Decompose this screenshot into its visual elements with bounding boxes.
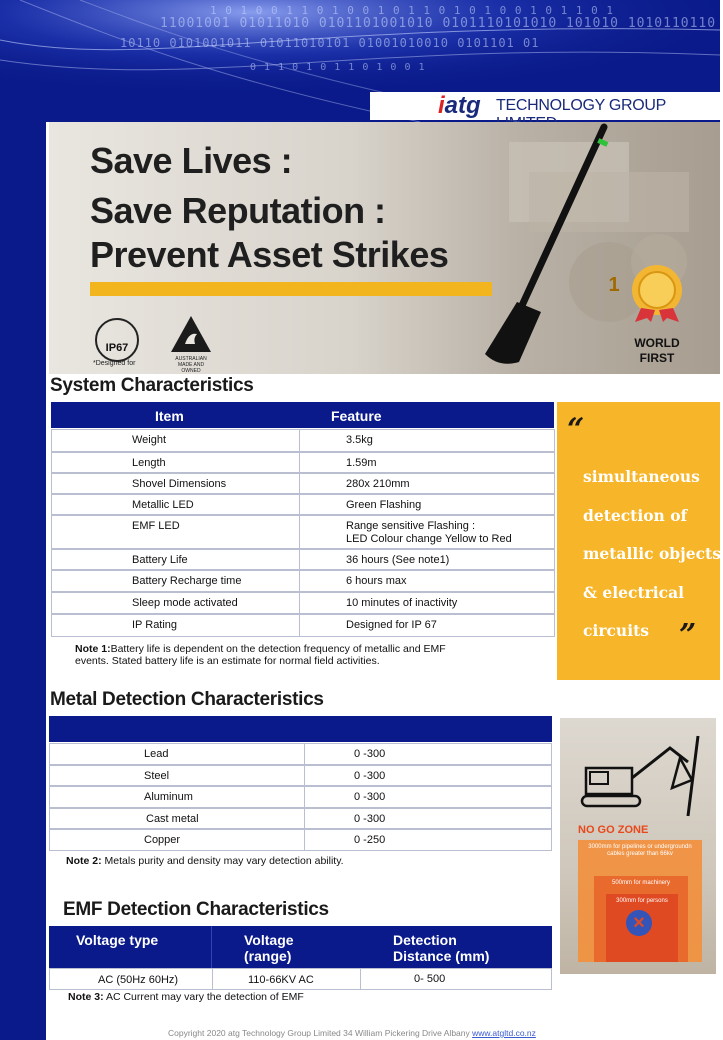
kangaroo-icon — [169, 314, 213, 354]
company-logo: iatg — [438, 92, 481, 119]
open-quote-icon: “ — [567, 412, 585, 447]
metal-name-cell: Lead — [144, 748, 169, 760]
footer-copyright: Copyright 2020 atg Technology Group Limited 34 William Pickering Drive Albany www.atgltd.co.nz — [168, 1028, 536, 1038]
item-cell: Weight — [132, 434, 167, 446]
hero-banner — [49, 122, 720, 374]
feature-cell: 1.59m — [346, 457, 377, 469]
system-table-row — [51, 494, 555, 515]
feature-cell: Range sensitive Flashing : — [346, 520, 476, 532]
feature-cell: 280x 210mm — [346, 478, 410, 490]
medal-icon — [627, 262, 687, 322]
binary-text: 10110 0101001011 01011010101 01001010010 0101101 01 — [120, 36, 540, 50]
note-2: Note 2: Metals purity and density may vary detection ability. — [66, 855, 344, 867]
header-band — [0, 0, 720, 122]
metal-table-row — [49, 829, 552, 851]
no-go-zone-diagram — [560, 718, 716, 974]
header-detection: Detection — [393, 932, 457, 948]
item-cell: Sleep mode activated — [132, 597, 238, 609]
binary-text: 11001001 01011010 0101101001010 0101110101010 101010 1010110110 — [160, 16, 717, 31]
system-table-header — [51, 402, 554, 428]
metal-table-row — [49, 765, 552, 787]
system-table-row — [51, 473, 555, 494]
metal-range-cell: 0 -300 — [354, 812, 386, 825]
headline-line-1: Save Lives : — [90, 140, 293, 181]
header-voltage-type: Voltage type — [76, 932, 159, 948]
metal-section-title: Metal Detection Characteristics — [50, 689, 324, 710]
emf-table-header — [49, 926, 552, 968]
feature-cell: 6 hours max — [346, 575, 407, 587]
feature-cell-line-2: LED Colour change Yellow to Red — [346, 533, 512, 545]
world-first-label: WORLD FIRST — [634, 336, 680, 365]
metal-name-cell: Cast metal — [146, 812, 199, 825]
company-name: TECHNOLOGY GROUP — [496, 97, 666, 114]
system-table-row — [51, 452, 555, 473]
header-voltage: Voltage — [244, 932, 294, 948]
metal-range-cell: 0 -300 — [354, 748, 386, 760]
system-table-row — [51, 592, 555, 614]
item-cell: Battery Life — [132, 554, 188, 566]
headline-underline — [90, 282, 492, 296]
ip67-badge: IP67 — [95, 318, 139, 362]
headline-line-3: Prevent Asset Strikes — [90, 234, 449, 275]
header-distance: Distance (mm) — [393, 948, 490, 964]
feature-cell: 10 minutes of inactivity — [346, 597, 458, 609]
binary-text: 0 1 1 0 1 0 1 1 0 1 0 0 1 — [250, 62, 426, 73]
headline-line-2: Save Reputation : — [90, 190, 386, 231]
metal-table-header — [49, 716, 552, 742]
header-feature: Feature — [331, 408, 382, 424]
feature-cell: Green Flashing — [346, 499, 422, 511]
system-table-row — [51, 570, 555, 592]
item-cell: EMF LED — [132, 520, 180, 532]
medal-number: 1 — [608, 274, 620, 296]
item-cell: Length — [132, 457, 166, 469]
system-table-row — [51, 614, 555, 637]
metal-table-row — [49, 808, 552, 830]
metal-range-cell: 0 -300 — [354, 769, 386, 782]
zone-pipelines-label: 3000mm for pipelines or undergroundn cables greater than 66kv — [588, 844, 692, 857]
quote-text: simultaneous detection of metallic objects & electrical circuits — [583, 467, 721, 640]
metal-range-cell: 0 -250 — [354, 834, 386, 846]
emf-table-row — [49, 968, 552, 990]
feature-cell: 36 hours (See note1) — [346, 554, 450, 566]
metal-table-row — [49, 786, 552, 808]
designed-for-label: *Designed for — [93, 360, 136, 367]
zone-persons-label: 300mm for persons — [616, 898, 668, 904]
close-quote-icon: ” — [679, 618, 697, 653]
zone-machinery-label: 500mm for machinery — [611, 880, 671, 886]
note-1: Note 1:Battery life is dependent on the detection frequency of metallic and EMF events. Stated battery life is an estimate for normal field activities. — [75, 643, 446, 667]
metal-name-cell: Steel — [144, 769, 170, 782]
item-cell: IP Rating — [132, 619, 178, 631]
website-link[interactable]: www.atgltd.co.nz — [472, 1028, 536, 1038]
metal-name-cell: Aluminum — [144, 791, 193, 803]
item-cell: Shovel Dimensions — [132, 478, 227, 490]
feature-cell: Designed for IP 67 — [346, 619, 437, 631]
item-cell: Metallic LED — [132, 499, 194, 511]
australian-made-logo: AUSTRALIAN MADE AND OWNED — [169, 314, 213, 368]
metal-name-cell: Copper — [144, 834, 181, 846]
header-voltage-range: (range) — [244, 948, 292, 964]
no-entry-icon: × — [626, 910, 652, 936]
metal-range-cell: 0 -300 — [354, 791, 386, 803]
emf-range: 110-66KV AC — [248, 974, 314, 986]
item-cell: Battery Recharge time — [132, 575, 242, 587]
note-3: Note 3: AC Current may vary the detection of EMF — [68, 991, 304, 1003]
highlight-quote-box — [557, 402, 720, 680]
system-section-title: System Characteristics — [50, 375, 254, 396]
emf-type: AC (50Hz 60Hz) — [98, 974, 179, 986]
no-go-zone-title: NO GO ZONE — [578, 824, 649, 836]
header-item: Item — [155, 408, 184, 424]
emf-distance: 0- 500 — [414, 973, 446, 985]
binary-text: 1 0 1 0 0 1 1 0 1 0 0 1 0 1 1 0 1 0 1 0 0 1 0 1 1 0 1 — [210, 4, 614, 17]
system-table-row — [51, 515, 555, 549]
emf-section-title: EMF Detection Characteristics — [63, 899, 329, 920]
system-table-row — [51, 429, 555, 452]
left-strip — [0, 122, 46, 1040]
feature-cell: 3.5kg — [346, 434, 373, 446]
excavator-icon — [560, 718, 716, 822]
metal-table-row — [49, 743, 552, 765]
system-table-row — [51, 549, 555, 570]
